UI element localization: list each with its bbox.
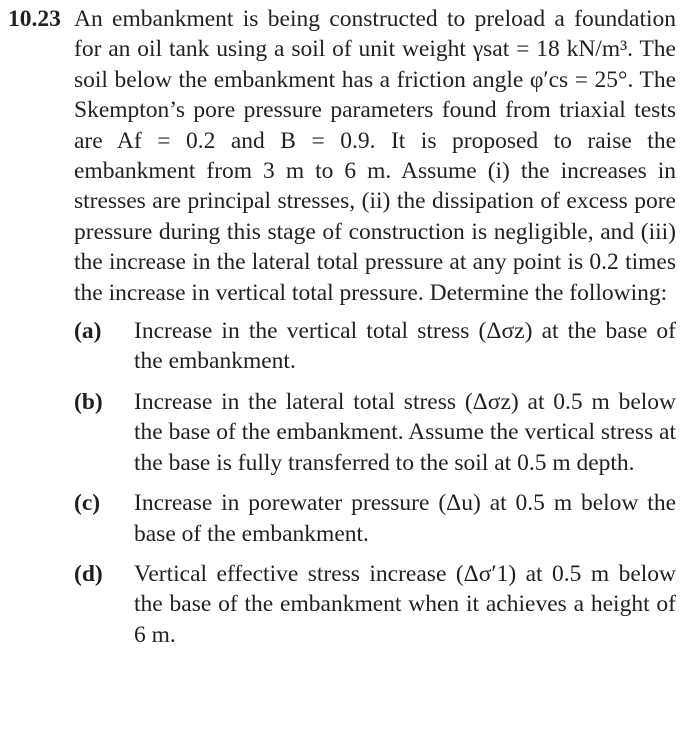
part-a	[74, 316, 676, 377]
problem-statement: An embankment is being constructed to preload a foundation for an oil tank using a soil of unit weight γsat = 18 kN/m³. The soil below the embankment has a friction angle φ′cs = 25°. The Skempton’s pore pressure parameters found from triaxial tests are Af = 0.2 and B = 0.9. It is proposed to raise the embankment from 3 m to 6 m. Assume (i) the increases in stresses are principal stresses, (ii) the dissipation of excess pore pressure during this stage of construction is negligible, and (iii) the increase in the lateral total pressure at any point is 0.2 times the increase in vertical total pressure. Determine the following:	[74, 6, 676, 306]
part-a-text: Increase in the vertical total stress (Δσz) at the base of the embankment.	[134, 318, 676, 375]
part-d-text: Vertical effective stress increase (Δσ′1) at 0.5 m below the base of the embankment when it achieves a height of 6 m.	[134, 560, 676, 648]
part-b	[74, 387, 676, 478]
part-b-label: (b)	[74, 388, 103, 415]
part-a-label: (a)	[74, 318, 102, 345]
part-b-text: Increase in the lateral total stress (Δσz) at 0.5 m below the base of the embankment. Assume the vertical stress at the base is fully transferred to the soil at 0.5 m depth.	[134, 388, 676, 476]
part-c-label: (c)	[74, 490, 101, 517]
part-c-text: Increase in porewater pressure (Δu) at 0.5 m below the base of the embankment.	[134, 490, 676, 547]
part-d-label: (d)	[74, 560, 103, 587]
problem-10-23	[8, 4, 676, 650]
problem-number: 10.23	[8, 6, 61, 32]
part-d	[74, 559, 676, 650]
problem-parts-list	[74, 316, 676, 650]
part-c	[74, 488, 676, 549]
